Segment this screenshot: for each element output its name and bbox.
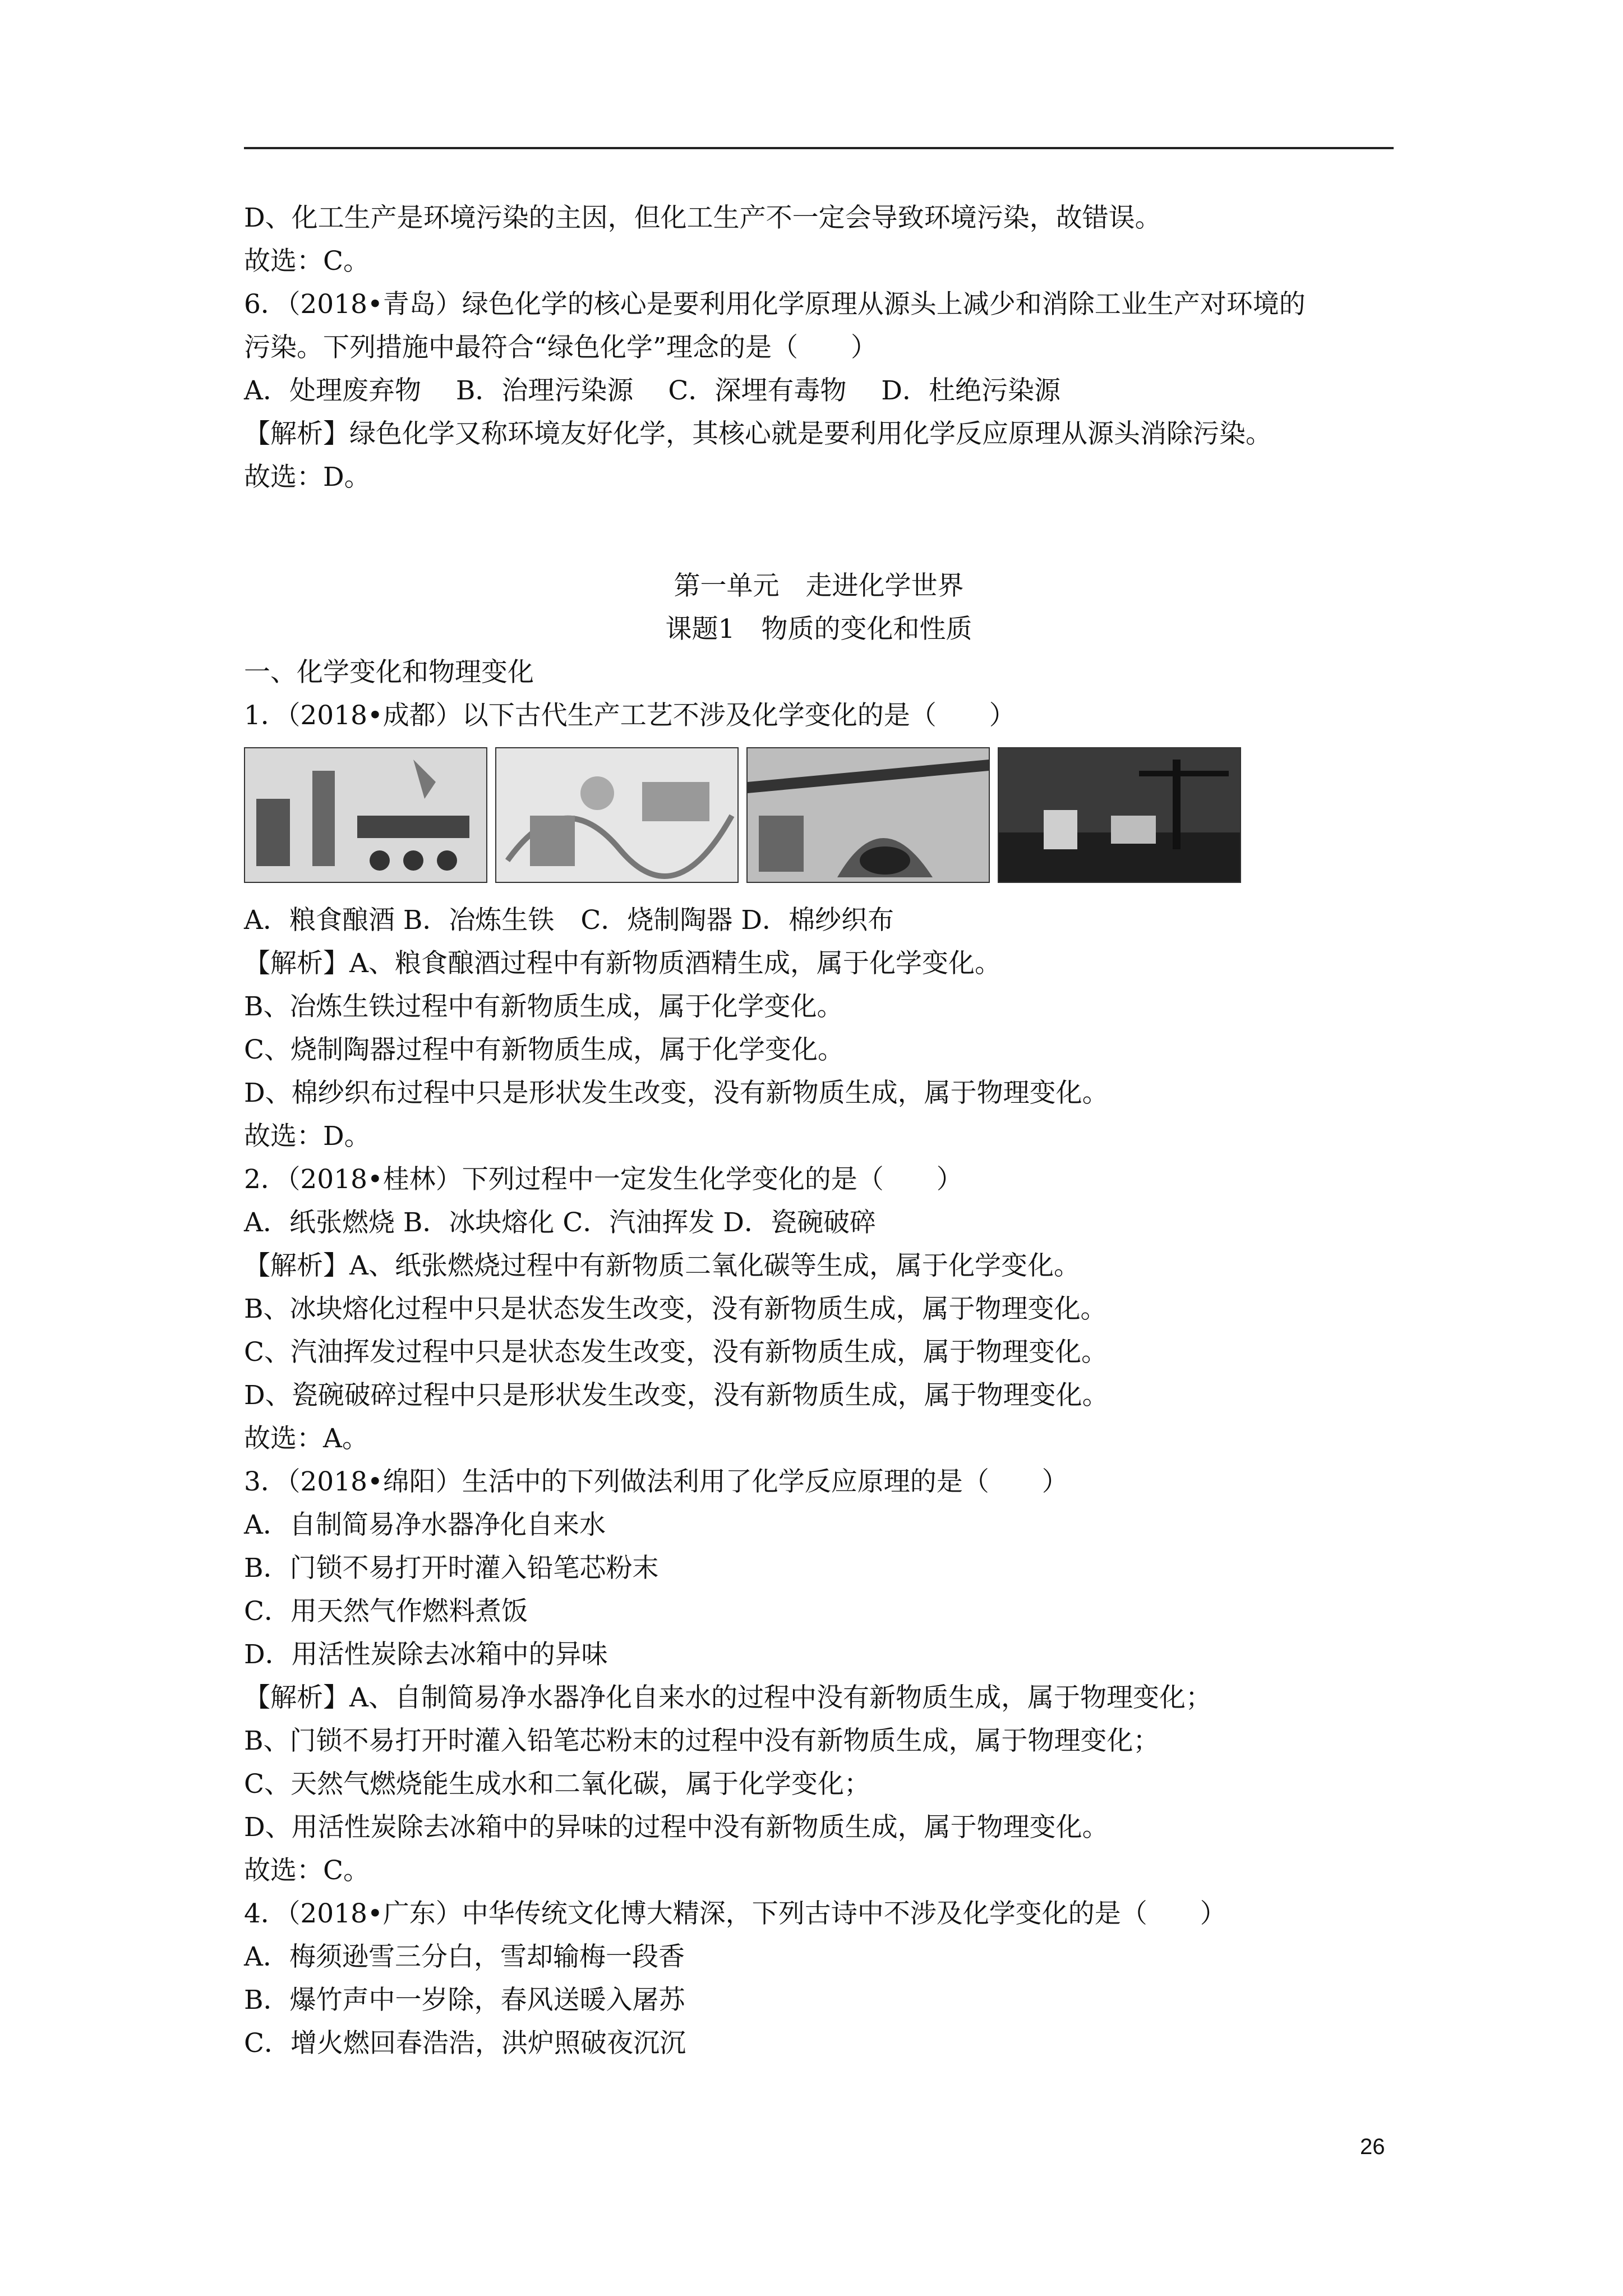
option-line: B．门锁不易打开时灌入铅笔芯粉末 (244, 1553, 659, 1584)
section-heading: 一、化学变化和物理变化 (244, 657, 534, 688)
document-body (244, 196, 1394, 2065)
answer-line: 故选：A。 (244, 1423, 368, 1454)
analysis-line: C、天然气燃烧能生成水和二氧化碳，属于化学变化； (244, 1769, 870, 1800)
analysis-line: 【解析】A、纸张燃烧过程中有新物质二氧化碳等生成，属于化学变化。 (244, 1250, 1080, 1281)
question-6-answer: 故选：D。 (244, 462, 371, 493)
analysis-line: 【解析】A、粮食酿酒过程中有新物质酒精生成，属于化学变化。 (244, 948, 1001, 979)
analysis-line: C、烧制陶器过程中有新物质生成，属于化学变化。 (244, 1034, 844, 1065)
answer-line: 故选：C。 (244, 1855, 370, 1886)
option-line: A．梅须逊雪三分白，雪却输梅一段香 (244, 1941, 685, 1972)
cotton-weaving-image (998, 747, 1241, 883)
header-rule (244, 147, 1394, 149)
question-3-stem: 3．（2018•绵阳）生活中的下列做法利用了化学反应原理的是（ ） (244, 1466, 1068, 1497)
analysis-line: B、冶炼生铁过程中有新物质生成，属于化学变化。 (244, 991, 843, 1022)
page-number: 26 (1360, 2134, 1385, 2159)
text-line: D、化工生产是环境污染的主因，但化工生产不一定会导致环境污染，故错误。 (244, 203, 1161, 233)
analysis-line: C、汽油挥发过程中只是状态发生改变，没有新物质生成，属于物理变化。 (244, 1337, 1108, 1368)
question-1-figures (244, 747, 1394, 881)
analysis-line: D、用活性炭除去冰箱中的异味的过程中没有新物质生成，属于物理变化。 (244, 1812, 1109, 1843)
pottery-firing-image (746, 747, 990, 883)
question-1-stem: 1．（2018•成都）以下古代生产工艺不涉及化学变化的是（ ） (244, 700, 1016, 731)
lesson-title: 课题1 物质的变化和性质 (665, 614, 972, 645)
analysis-line: D、棉纱织布过程中只是形状发生改变，没有新物质生成，属于物理变化。 (244, 1078, 1109, 1108)
option-line: B．爆竹声中一岁除，春风送暖入屠苏 (244, 1985, 685, 2016)
unit-title: 第一单元 走进化学世界 (674, 570, 964, 601)
option-line: D．用活性炭除去冰箱中的异味 (244, 1639, 608, 1670)
analysis-line: 【解析】A、自制简易净水器净化自来水的过程中没有新物质生成，属于物理变化； (244, 1682, 1212, 1713)
question-2-stem: 2．（2018•桂林）下列过程中一定发生化学变化的是（ ） (244, 1164, 963, 1195)
question-6-stem-cont: 污染。下列措施中最符合“绿色化学”理念的是（ ） (244, 332, 878, 363)
analysis-line: B、门锁不易打开时灌入铅笔芯粉末的过程中没有新物质生成，属于物理变化； (244, 1726, 1160, 1756)
question-6-stem: 6．（2018•青岛）绿色化学的核心是要利用化学原理从源头上减少和消除工业生产对环境的 (244, 289, 1306, 320)
question-1-options: A．粮食酿酒 B．冶炼生铁 C．烧制陶器 D．棉纱织布 (244, 905, 895, 936)
question-6-analysis: 【解析】绿色化学又称环境友好化学，其核心就是要利用化学反应原理从源头消除污染。 (244, 418, 1272, 449)
text-line: 故选：C。 (244, 246, 370, 277)
iron-smelting-image (495, 747, 739, 883)
analysis-line: B、冰块熔化过程中只是状态发生改变，没有新物质生成，属于物理变化。 (244, 1294, 1107, 1324)
option-line: C．用天然气作燃料煮饭 (244, 1596, 528, 1627)
analysis-line: D、瓷碗破碎过程中只是形状发生改变，没有新物质生成，属于物理变化。 (244, 1380, 1109, 1411)
answer-line: 故选：D。 (244, 1121, 371, 1152)
question-4-stem: 4．（2018•广东）中华传统文化博大精深，下列古诗中不涉及化学变化的是（ ） (244, 1898, 1227, 1929)
grain-brewing-image (244, 747, 487, 883)
option-line: C．增火燃回春浩浩，洪炉照破夜沉沉 (244, 2028, 686, 2059)
option-line: A．自制简易净水器净化自来水 (244, 1510, 606, 1540)
question-6-options: A．处理废弃物 B．治理污染源 C．深埋有毒物 D．杜绝污染源 (244, 375, 1061, 406)
question-2-options: A．纸张燃烧 B．冰块熔化 C．汽油挥发 D．瓷碗破碎 (244, 1207, 876, 1238)
